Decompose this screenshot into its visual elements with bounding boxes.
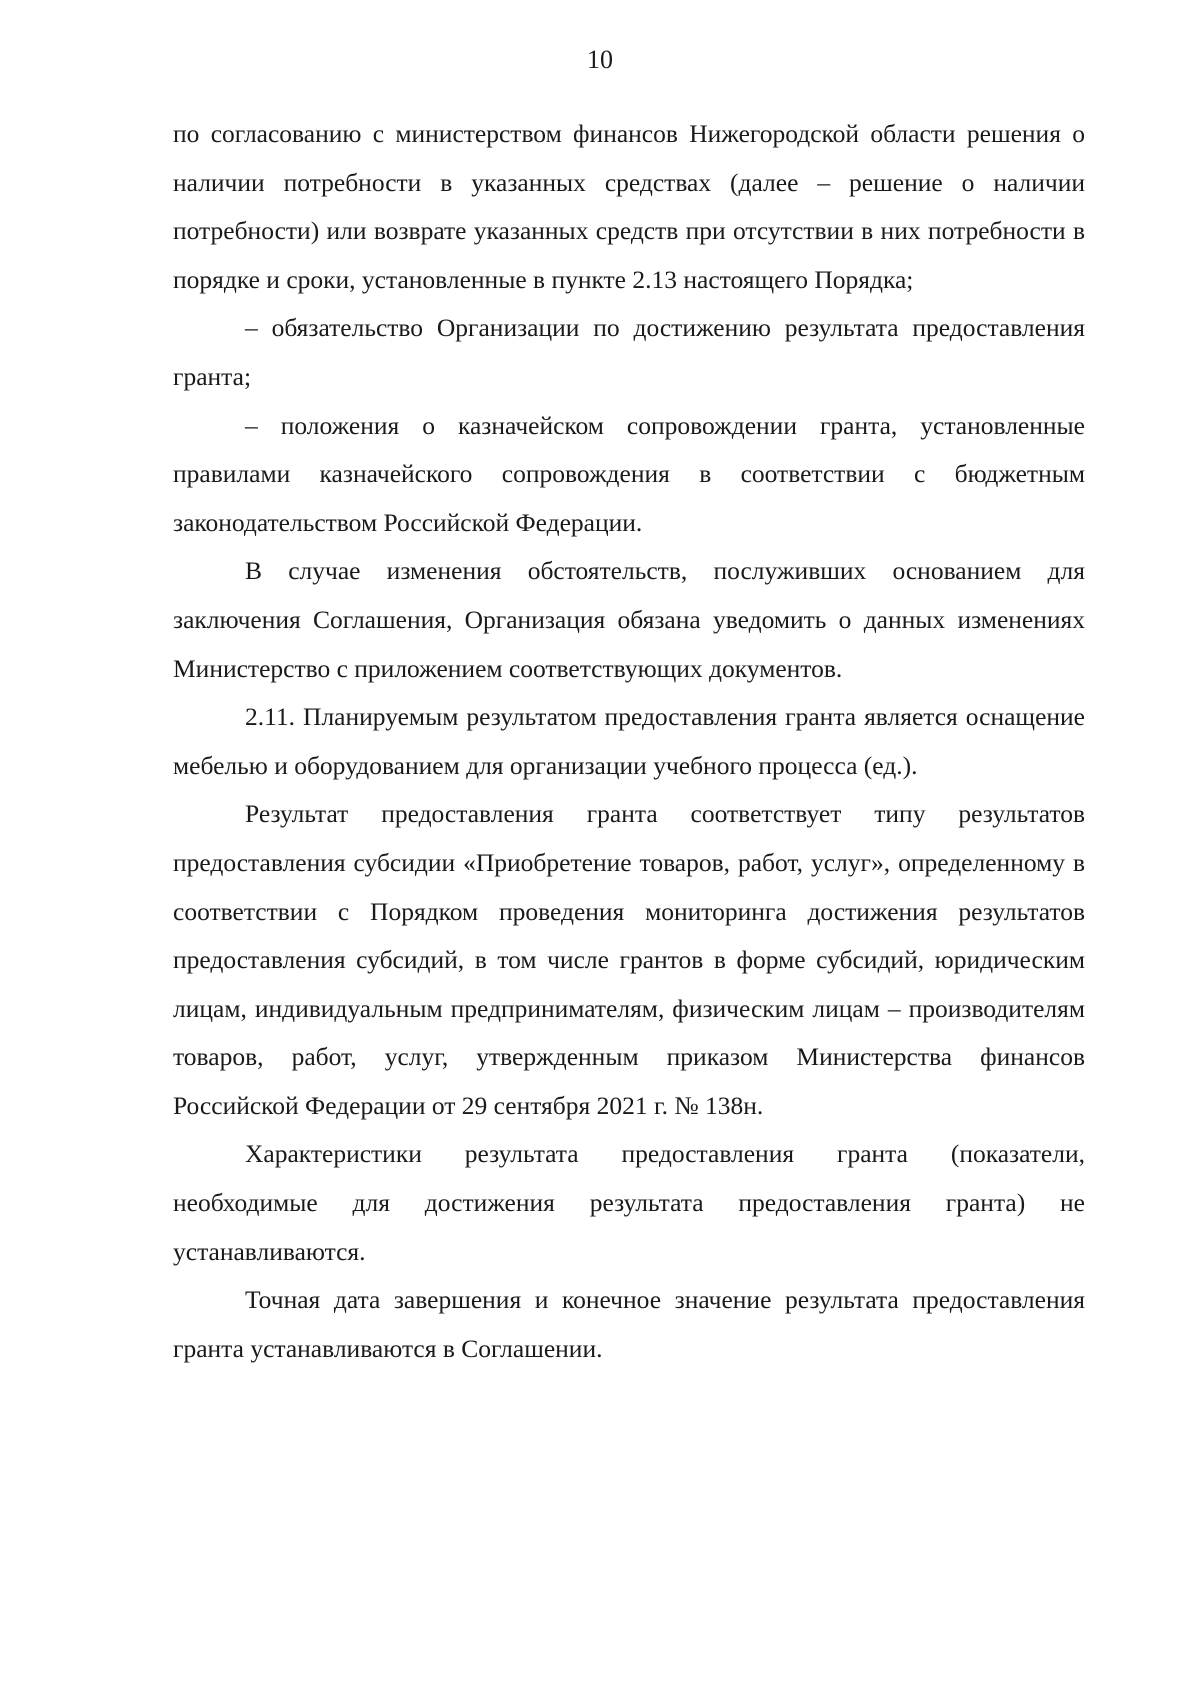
paragraph-2-11-planned-result: 2.11. Планируемым результатом предоставления гранта является оснащение мебелью и оборудованием для организации учебного процесса (ед.). <box>173 702 1085 780</box>
document-body <box>173 110 1085 1373</box>
paragraph-result-type: Результат предоставления гранта соответствует типу результатов предоставления субсидии «Приобретение товаров, работ, услуг», определенному в соответствии с Порядком проведения мониторинга достижения результатов предоставления субсидий, в том числе грантов в форме субсидий, юридическим лицам, индивидуальным предпринимателям, физическим лицам – производителям товаров, работ, услуг, утвержденным приказом Министерства финансов Российской Федерации от 29 сентября 2021 г. № 138н. <box>173 799 1085 1120</box>
paragraph-treasury-support: – положения о казначейском сопровождении гранта, установленные правилами казначейского сопровождения в соответствии с бюджетным законодательством Российской Федерации. <box>173 410 1085 537</box>
paragraph-continuation: по согласованию с министерством финансов Нижегородской области решения о наличии потребности в указанных средствах (далее – решение о наличии потребности) или возврате указанных средств при отсутствии в них потребности в порядке и сроки, установленные в пункте 2.13 настоящего Порядка; <box>173 119 1085 294</box>
paragraph-obligation-result: – обязательство Организации по достижению результата предоставления гранта; <box>173 313 1085 391</box>
paragraph-result-characteristics: Характеристики результата предоставления гранта (показатели, необходимые для достижения результата предоставления гранта) не устанавливаются. <box>173 1139 1085 1266</box>
paragraph-completion-date: Точная дата завершения и конечное значение результата предоставления гранта устанавливаются в Соглашении. <box>173 1285 1085 1363</box>
paragraph-circumstances-change: В случае изменения обстоятельств, послуживших основанием для заключения Соглашения, Организация обязана уведомить о данных изменениях Министерство с приложением соответствующих документов. <box>173 556 1085 683</box>
page-number: 10 <box>587 45 613 74</box>
